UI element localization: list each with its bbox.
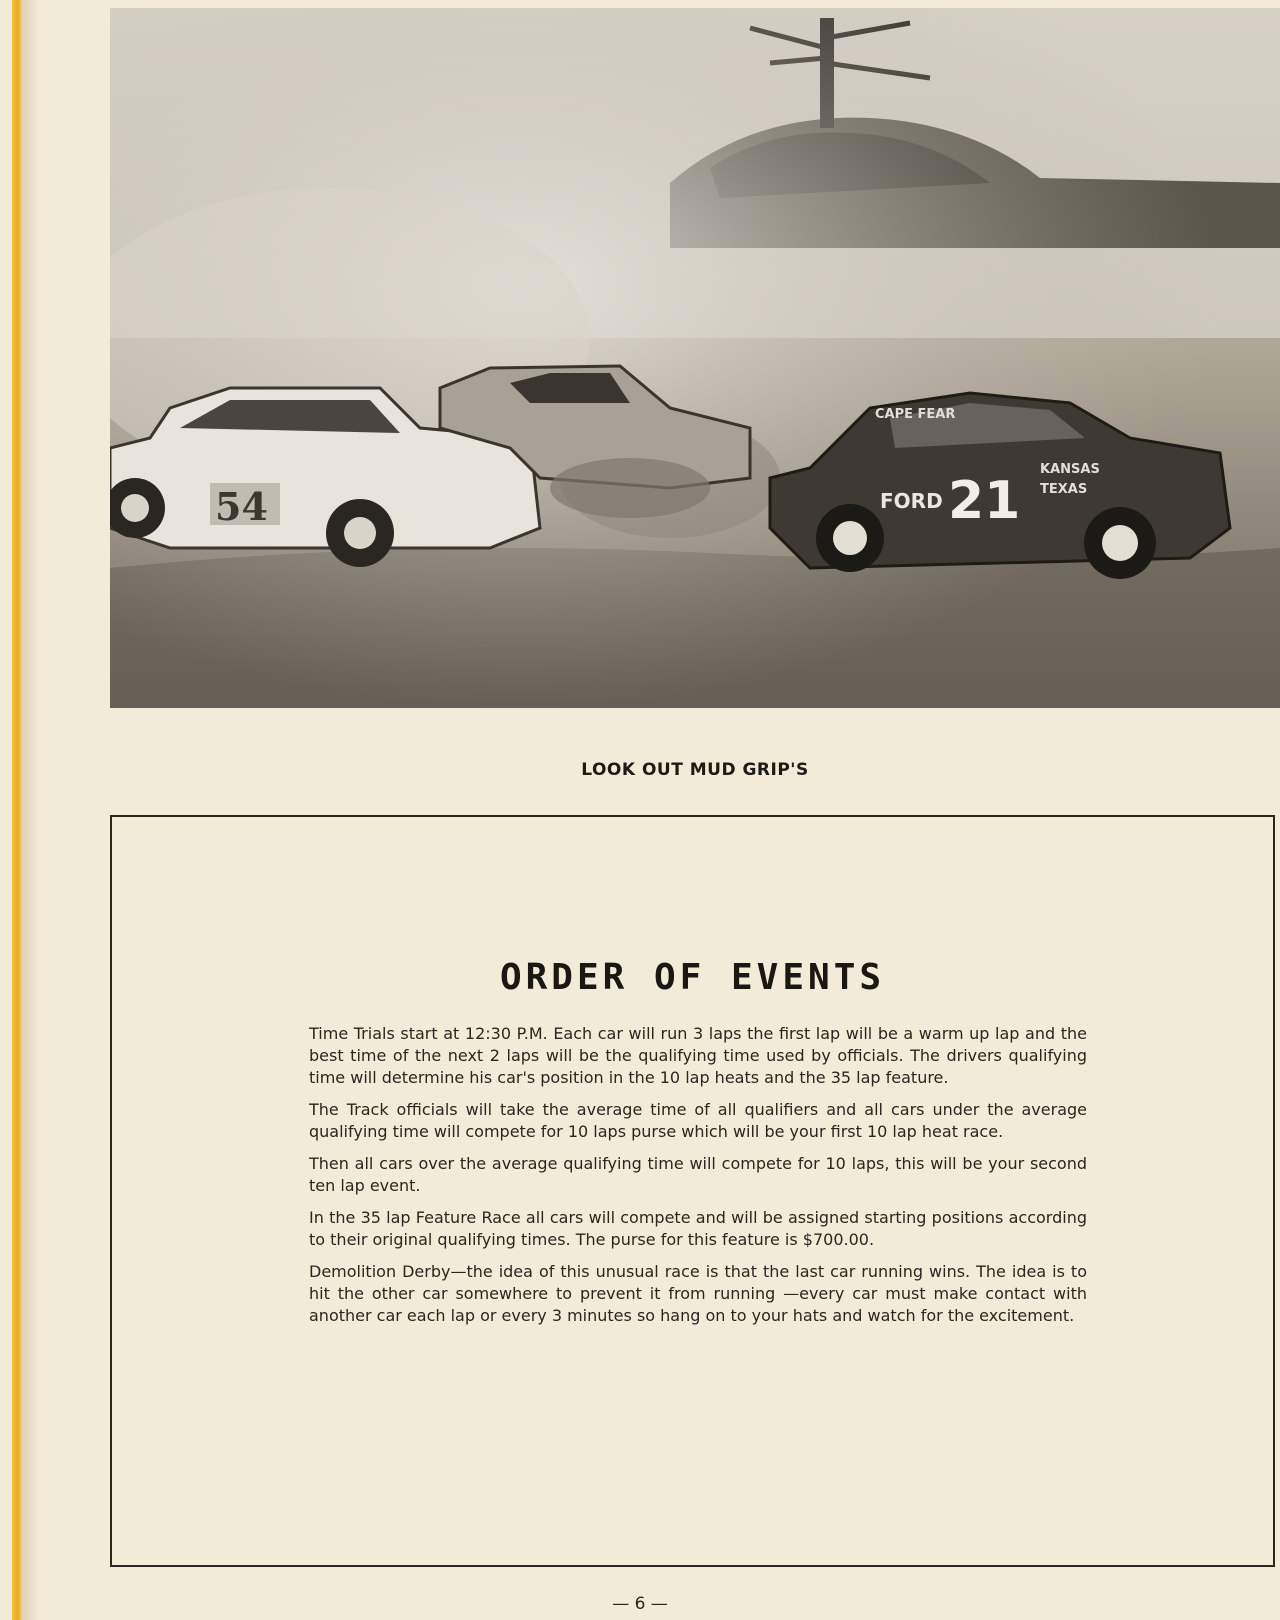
photo-caption: LOOK OUT MUD GRIP'S	[581, 760, 809, 780]
paragraph-demolition-derby: Demolition Derby—the idea of this unusual race is that the last car running wins. The idea is to hit the other car somewhere to prevent it from running —every car must make contact with another car each lap or every 3 minutes so hang on to your hats and watch for the excitement.	[309, 1262, 1087, 1325]
paragraph-first-heat: The Track officials will take the average time of all qualifiers and all cars under the average qualifying time will compete for 10 laps purse which will be your first 10 lap heat race.	[309, 1100, 1087, 1141]
car-number-21: 21	[948, 471, 1021, 531]
car-21-label-c: KANSAS	[1040, 462, 1100, 477]
spine-shadow	[22, 0, 40, 1620]
events-text	[309, 1023, 1087, 1337]
car-number-54: 54	[215, 484, 268, 529]
paragraph-time-trials: Time Trials start at 12:30 P.M. Each car will run 3 laps the first lap will be a warm up lap and the best time of the next 2 laps will be the qualifying time used by officials. The drivers qualifying time will determine his car's position in the 10 lap heats and the 35 lap feature.	[309, 1024, 1087, 1087]
events-title: ORDER OF EVENTS	[499, 957, 886, 998]
car-21-label-a: CAPE FEAR	[875, 407, 956, 422]
paragraph-feature-race: In the 35 lap Feature Race all cars will compete and will be assigned starting positions according to their original qualifying times. The purse for this feature is $700.00.	[309, 1208, 1087, 1249]
binding-spine	[12, 0, 22, 1620]
car-21-label-b: FORD	[880, 489, 943, 513]
paragraph-second-heat: Then all cars over the average qualifying time will compete for 10 laps, this will be your second ten lap event.	[309, 1154, 1087, 1195]
page-number: — 6 —	[612, 1594, 668, 1614]
car-21-label-d: TEXAS	[1040, 482, 1088, 497]
order-of-events-box	[110, 815, 1275, 1567]
race-photo	[110, 8, 1280, 708]
